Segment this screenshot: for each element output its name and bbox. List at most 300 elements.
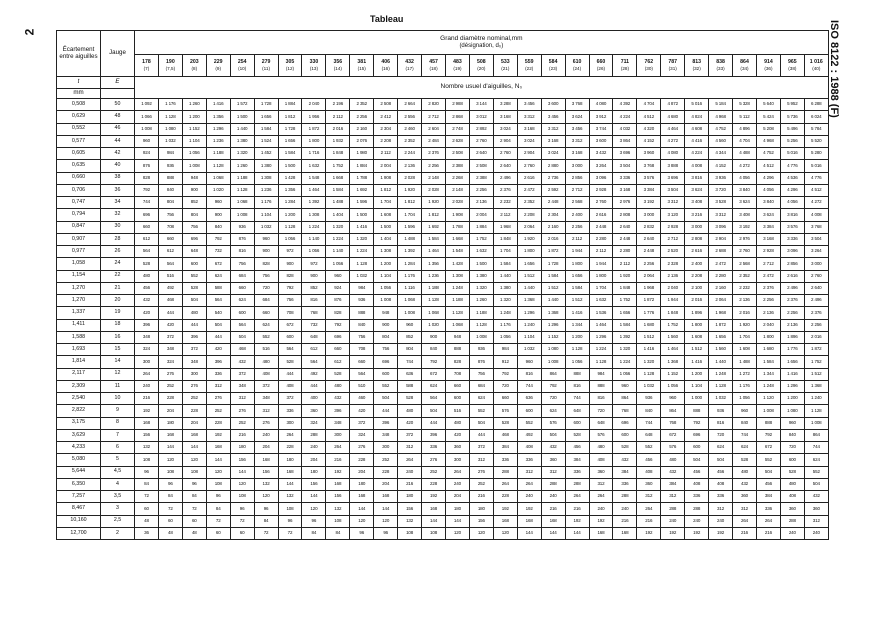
needle-count-cell: 936 [469, 344, 493, 356]
needle-count-cell: 460 [350, 393, 374, 405]
table-row [57, 233, 829, 245]
needle-count-cell: 204 [158, 405, 182, 417]
needle-count-cell: 420 [135, 307, 159, 319]
diameter-designation: (28) [620, 65, 629, 71]
needle-count-cell: 2 904 [493, 135, 517, 147]
ecartement-cell: 5,080 [57, 454, 101, 466]
diameter-mm: 914 [764, 58, 773, 65]
needle-count-cell: 348 [230, 380, 254, 392]
needle-count-cell: 1 080 [780, 405, 804, 417]
needle-count-cell: 708 [445, 368, 469, 380]
needle-count-cell: 720 [493, 380, 517, 392]
needle-count-cell: 4 320 [637, 123, 661, 135]
needle-count-cell: 3 456 [517, 99, 541, 111]
needle-count-cell: 960 [780, 417, 804, 429]
needle-count-cell: 1 128 [230, 184, 254, 196]
needle-count-cell: 960 [733, 405, 757, 417]
needle-count-cell: 1 140 [326, 246, 350, 258]
needle-count-cell: 1 464 [589, 319, 613, 331]
needle-count-cell: 936 [350, 295, 374, 307]
needle-count-cell: 504 [230, 331, 254, 343]
needle-count-cell: 588 [398, 380, 422, 392]
needle-count-cell: 312 [230, 393, 254, 405]
needle-count-cell: 2 976 [613, 197, 637, 209]
needle-count-cell: 1 584 [541, 270, 565, 282]
needle-count-cell: 1 020 [422, 319, 446, 331]
needle-count-cell: 1 584 [493, 258, 517, 270]
needle-count-cell: 1 788 [350, 172, 374, 184]
needle-count-cell: 312 [398, 442, 422, 454]
needle-count-cell: 216 [637, 515, 661, 527]
needle-count-cell: 84 [182, 491, 206, 503]
needle-count-cell: 1 056 [302, 246, 326, 258]
needle-count-cell: 4 704 [733, 135, 757, 147]
ecartement-cell: 0,629 [57, 111, 101, 123]
needle-count-cell: 2 928 [661, 221, 685, 233]
needle-count-cell: 336 [517, 454, 541, 466]
needle-count-cell: 648 [302, 331, 326, 343]
needle-count-cell: 4 056 [780, 197, 804, 209]
needle-count-cell: 552 [254, 331, 278, 343]
needle-count-cell: 144 [206, 454, 230, 466]
needle-count-cell: 2 352 [398, 135, 422, 147]
needle-count-cell: 1 512 [637, 331, 661, 343]
needle-count-cell: 528 [326, 368, 350, 380]
needle-count-cell: 816 [517, 368, 541, 380]
needle-count-cell: 180 [350, 478, 374, 490]
needle-count-cell: 264 [756, 515, 780, 527]
diameter-header [756, 55, 780, 77]
needle-count-cell: 3 960 [637, 148, 661, 160]
needle-count-cell: 2 064 [709, 295, 733, 307]
ecartement-cell: 1,693 [57, 344, 101, 356]
needle-count-cell: 2 208 [374, 135, 398, 147]
needle-count-cell: 1 356 [278, 184, 302, 196]
needle-count-cell: 2 256 [350, 111, 374, 123]
needle-count-cell: 1 704 [493, 246, 517, 258]
needle-count-cell: 600 [374, 368, 398, 380]
needle-count-cell: 2 556 [398, 111, 422, 123]
needle-count-cell: 2 412 [374, 111, 398, 123]
ecartement-cell: 6,350 [57, 478, 101, 490]
jauge-cell: 36 [101, 184, 135, 196]
needle-count-cell: 2 148 [422, 172, 446, 184]
needle-count-cell: 1 632 [589, 295, 613, 307]
needle-count-cell: 1 776 [780, 344, 804, 356]
diameter-header [637, 55, 661, 77]
needle-count-cell: 660 [254, 307, 278, 319]
needle-count-cell: 1 128 [206, 160, 230, 172]
needle-count-cell: 1 128 [469, 319, 493, 331]
needle-count-cell: 2 868 [445, 111, 469, 123]
jauge-cell: 10 [101, 393, 135, 405]
needle-count-cell: 1 488 [733, 356, 757, 368]
needle-count-cell: 252 [206, 405, 230, 417]
needle-count-cell: 1 308 [374, 246, 398, 258]
needle-count-cell: 1 416 [637, 344, 661, 356]
needle-count-cell: 552 [469, 405, 493, 417]
needle-count-cell: 804 [398, 344, 422, 356]
needle-count-cell: 444 [469, 429, 493, 441]
needle-count-cell: 720 [709, 429, 733, 441]
needle-count-cell: 1 380 [254, 160, 278, 172]
needle-count-cell: 276 [158, 368, 182, 380]
diameter-mm: 584 [548, 58, 558, 65]
needle-count-cell: 60 [230, 527, 254, 539]
needle-count-cell: 2 748 [445, 123, 469, 135]
table-row [57, 417, 829, 429]
needle-count-cell: 168 [326, 478, 350, 490]
diameter-header [302, 55, 326, 77]
needle-count-cell: 1 056 [661, 380, 685, 392]
needle-count-cell: 216 [613, 515, 637, 527]
needle-count-cell: 768 [661, 417, 685, 429]
jauge-cell: 15 [101, 344, 135, 356]
needle-count-cell: 648 [589, 417, 613, 429]
needle-count-cell: 2 568 [733, 258, 757, 270]
diameter-mm: 229 [213, 58, 223, 65]
needle-count-cell: 1 320 [493, 295, 517, 307]
needle-count-cell: 192 [709, 527, 733, 539]
needle-count-cell: 1 176 [158, 99, 182, 111]
needle-count-cell: 552 [804, 466, 828, 478]
needle-count-cell: 408 [637, 466, 661, 478]
needle-count-cell: 1 068 [206, 172, 230, 184]
needle-count-cell: 1 176 [733, 380, 757, 392]
needle-count-cell: 180 [398, 491, 422, 503]
needle-count-cell: 576 [661, 442, 685, 454]
needle-count-cell: 4 272 [733, 160, 757, 172]
jauge-cell: 30 [101, 221, 135, 233]
needle-count-cell: 1 404 [326, 209, 350, 221]
ecartement-cell: 1,588 [57, 331, 101, 343]
needle-count-cell: 192 [206, 429, 230, 441]
needle-count-cell: 672 [278, 319, 302, 331]
needle-count-cell: 1 000 [685, 393, 709, 405]
needle-count-cell: 3 000 [685, 221, 709, 233]
table-row [57, 429, 829, 441]
needle-count-cell: 3 864 [613, 135, 637, 147]
jauge-cell: 48 [101, 111, 135, 123]
needle-count-cell: 240 [445, 478, 469, 490]
needle-count-cell: 660 [326, 344, 350, 356]
needle-count-cell: 2 256 [756, 295, 780, 307]
needle-count-cell: 168 [374, 491, 398, 503]
needle-count-cell: 480 [254, 356, 278, 368]
needle-count-cell: 984 [493, 344, 517, 356]
needle-count-cell: 2 640 [469, 148, 493, 160]
needle-count-cell: 6 288 [804, 99, 828, 111]
table-row [57, 491, 829, 503]
needle-count-cell: 5 016 [780, 148, 804, 160]
needle-count-cell: 480 [445, 417, 469, 429]
needle-count-cell: 792 [278, 282, 302, 294]
needle-count-cell: 1 188 [469, 307, 493, 319]
needle-count-cell: 168 [278, 466, 302, 478]
needle-count-cell: 336 [422, 442, 446, 454]
needle-count-cell: 2 388 [469, 172, 493, 184]
needle-count-cell: 672 [422, 368, 446, 380]
needle-count-cell: 2 160 [541, 221, 565, 233]
needle-count-cell: 1 752 [613, 295, 637, 307]
needle-count-cell: 288 [493, 466, 517, 478]
needle-count-cell: 1 128 [804, 405, 828, 417]
needle-count-cell: 1 668 [445, 233, 469, 245]
needle-count-cell: 48 [182, 527, 206, 539]
needle-count-cell: 336 [685, 491, 709, 503]
needle-count-cell: 408 [709, 478, 733, 490]
needle-count-cell: 1 848 [613, 282, 637, 294]
needle-count-cell: 1 584 [326, 184, 350, 196]
needle-count-cell: 216 [541, 503, 565, 515]
needle-count-cell: 960 [517, 356, 541, 368]
needle-count-cell: 792 [422, 356, 446, 368]
table-row [57, 270, 829, 282]
needle-count-cell: 756 [230, 258, 254, 270]
needle-count-cell: 624 [206, 270, 230, 282]
needle-count-cell: 2 496 [780, 282, 804, 294]
needle-count-cell: 312 [254, 405, 278, 417]
needle-count-cell: 240 [517, 491, 541, 503]
needle-count-cell: 288 [302, 429, 326, 441]
needle-count-cell: 720 [541, 393, 565, 405]
needle-count-cell: 816 [565, 380, 589, 392]
needle-count-cell: 2 016 [685, 295, 709, 307]
needle-count-cell: 420 [398, 417, 422, 429]
table-row [57, 184, 829, 196]
needle-count-cell: 888 [685, 405, 709, 417]
needle-count-cell: 264 [445, 466, 469, 478]
diameter-designation: (15) [357, 65, 366, 71]
needle-count-cell: 2 640 [493, 160, 517, 172]
needle-count-cell: 1 236 [422, 270, 446, 282]
needle-count-cell: 1 128 [565, 344, 589, 356]
needle-count-cell: 600 [182, 258, 206, 270]
needle-count-cell: 456 [637, 454, 661, 466]
diameter-mm: 762 [644, 58, 654, 65]
needle-count-cell: 1 188 [230, 172, 254, 184]
needle-count-cell: 2 112 [493, 209, 517, 221]
needle-count-cell: 624 [230, 295, 254, 307]
needle-count-cell: 288 [541, 478, 565, 490]
needle-count-cell: 4 872 [661, 99, 685, 111]
needle-count-cell: 1 284 [398, 258, 422, 270]
needle-count-cell: 960 [254, 233, 278, 245]
needle-count-cell: 3 264 [589, 160, 613, 172]
needle-count-cell: 2 112 [326, 111, 350, 123]
needle-count-cell: 180 [230, 442, 254, 454]
needle-count-cell: 1 500 [230, 111, 254, 123]
needle-count-cell: 444 [278, 368, 302, 380]
diameter-mm: 965 [788, 58, 797, 65]
needle-count-cell: 3 768 [565, 99, 589, 111]
needle-count-cell: 2 112 [374, 148, 398, 160]
ecartement-cell: 1,337 [57, 307, 101, 319]
needle-count-cell: 3 504 [661, 184, 685, 196]
needle-count-cell: 1 572 [230, 99, 254, 111]
needle-count-cell: 696 [374, 356, 398, 368]
needle-count-cell: 432 [613, 454, 637, 466]
needle-count-cell: 564 [230, 319, 254, 331]
needle-count-cell: 84 [326, 527, 350, 539]
needle-count-cell: 504 [709, 454, 733, 466]
needle-count-cell: 756 [278, 295, 302, 307]
needle-count-cell: 504 [756, 466, 780, 478]
needle-count-cell: 1 128 [350, 258, 374, 270]
needle-count-cell: 96 [206, 491, 230, 503]
ecartement-cell: 4,233 [57, 442, 101, 454]
needle-count-cell: 1 272 [733, 368, 757, 380]
needle-count-cell: 756 [350, 331, 374, 343]
needle-count-cell: 1 296 [517, 307, 541, 319]
needle-count-cell: 240 [804, 527, 828, 539]
needle-count-cell: 408 [685, 478, 709, 490]
needle-count-cell: 480 [733, 466, 757, 478]
needle-count-cell: 5 640 [756, 99, 780, 111]
needle-count-cell: 852 [398, 331, 422, 343]
needle-count-cell: 228 [206, 417, 230, 429]
needle-count-cell: 4 392 [613, 99, 637, 111]
diameter-header [326, 55, 350, 77]
needle-count-cell: 3 216 [685, 209, 709, 221]
needle-count-cell: 3 840 [733, 184, 757, 196]
needle-count-cell: 96 [350, 527, 374, 539]
needle-count-cell: 240 [709, 515, 733, 527]
needle-count-cell: 144 [230, 466, 254, 478]
needle-count-cell: 576 [493, 405, 517, 417]
needle-count-cell: 144 [517, 527, 541, 539]
ecartement-cell: 10,160 [57, 515, 101, 527]
needle-count-cell: 768 [613, 405, 637, 417]
needle-count-cell: 1 560 [709, 344, 733, 356]
needle-count-cell: 3 096 [780, 246, 804, 258]
needle-count-cell: 2 628 [445, 135, 469, 147]
needle-count-cell: 2 376 [422, 148, 446, 160]
needle-count-cell: 3 888 [661, 160, 685, 172]
needle-count-cell: 264 [589, 491, 613, 503]
needle-count-cell: 348 [374, 429, 398, 441]
needle-count-cell: 2 856 [565, 172, 589, 184]
needle-count-cell: 816 [302, 295, 326, 307]
needle-count-cell: 1 308 [302, 209, 326, 221]
needle-count-cell: 792 [493, 368, 517, 380]
diameter-header [541, 55, 565, 77]
diameter-header [685, 55, 709, 77]
needle-count-cell: 420 [158, 319, 182, 331]
needle-count-cell: 510 [350, 380, 374, 392]
needle-count-cell: 1 248 [756, 380, 780, 392]
table-row [57, 221, 829, 233]
needle-count-cell: 600 [685, 442, 709, 454]
needle-count-cell: 84 [206, 503, 230, 515]
needle-count-cell: 600 [230, 307, 254, 319]
needle-count-cell: 3 336 [780, 233, 804, 245]
needle-count-cell: 1 404 [374, 233, 398, 245]
diameter-header [158, 55, 182, 77]
table-row [57, 135, 829, 147]
needle-count-cell: 3 312 [709, 209, 733, 221]
needle-count-cell: 372 [158, 331, 182, 343]
needle-count-cell: 1 368 [517, 295, 541, 307]
needle-count-cell: 276 [469, 466, 493, 478]
needle-count-cell: 732 [302, 319, 326, 331]
needle-count-cell: 1 008 [374, 295, 398, 307]
diameter-mm: 483 [453, 58, 462, 65]
needle-count-cell: 2 196 [326, 99, 350, 111]
needle-count-cell: 1 584 [422, 233, 446, 245]
table-row [57, 515, 829, 527]
needle-count-cell: 828 [135, 172, 159, 184]
needle-count-cell: 2 136 [469, 197, 493, 209]
needle-count-cell: 888 [445, 344, 469, 356]
needle-count-cell: 1 536 [589, 307, 613, 319]
needle-count-cell: 2 976 [733, 233, 757, 245]
needle-count-cell: 1 656 [780, 356, 804, 368]
needle-count-cell: 4 224 [685, 148, 709, 160]
needle-count-cell: 1 920 [398, 184, 422, 196]
needle-count-cell: 456 [756, 478, 780, 490]
needle-count-cell: 2 244 [398, 148, 422, 160]
ecartement-cell: 2,540 [57, 393, 101, 405]
jauge-cell: 28 [101, 233, 135, 245]
needle-count-cell: 504 [182, 295, 206, 307]
needle-count-cell: 1 188 [422, 282, 446, 294]
needle-count-cell: 2 616 [517, 172, 541, 184]
needle-count-cell: 2 016 [541, 233, 565, 245]
diameter-mm: 660 [596, 58, 606, 65]
diameter-mm: 533 [500, 58, 510, 65]
jauge-cell: 11 [101, 380, 135, 392]
needle-count-cell: 144 [350, 503, 374, 515]
needle-count-cell: 300 [445, 454, 469, 466]
needle-count-cell: 1 608 [733, 344, 757, 356]
ecartement-cell: 0,635 [57, 160, 101, 172]
needle-count-cell: 192 [326, 466, 350, 478]
diameter-header [613, 55, 637, 77]
needle-count-cell: 204 [182, 417, 206, 429]
needle-count-cell: 624 [469, 393, 493, 405]
needle-count-cell: 396 [374, 417, 398, 429]
needle-count-cell: 672 [756, 442, 780, 454]
needle-count-cell: 3 000 [804, 258, 828, 270]
needle-count-cell: 1 056 [493, 331, 517, 343]
ecartement-cell: 1,270 [57, 295, 101, 307]
needle-count-cell: 2 280 [613, 246, 637, 258]
diameter-header [733, 55, 757, 77]
needle-count-cell: 192 [661, 527, 685, 539]
needle-count-cell: 2 520 [661, 246, 685, 258]
needle-count-cell: 300 [182, 368, 206, 380]
needle-count-cell: 3 696 [613, 148, 637, 160]
needle-count-cell: 5 208 [756, 123, 780, 135]
needle-count-cell: 2 820 [422, 99, 446, 111]
needle-count-cell: 2 028 [422, 184, 446, 196]
needle-count-cell: 3 456 [565, 123, 589, 135]
table-row [57, 478, 829, 490]
needle-count-cell: 516 [445, 405, 469, 417]
needle-count-cell: 1 008 [398, 307, 422, 319]
needle-count-cell: 480 [182, 307, 206, 319]
needle-count-cell: 720 [780, 442, 804, 454]
needle-count-cell: 1 152 [541, 331, 565, 343]
needle-count-cell: 1 548 [302, 172, 326, 184]
diameter-header [517, 55, 541, 77]
ecartement-cell: 0,577 [57, 135, 101, 147]
needle-count-cell: 1 066 [135, 111, 159, 123]
needle-count-cell: 1 068 [230, 197, 254, 209]
needle-count-cell: 324 [158, 356, 182, 368]
needle-count-cell: 2 808 [685, 233, 709, 245]
